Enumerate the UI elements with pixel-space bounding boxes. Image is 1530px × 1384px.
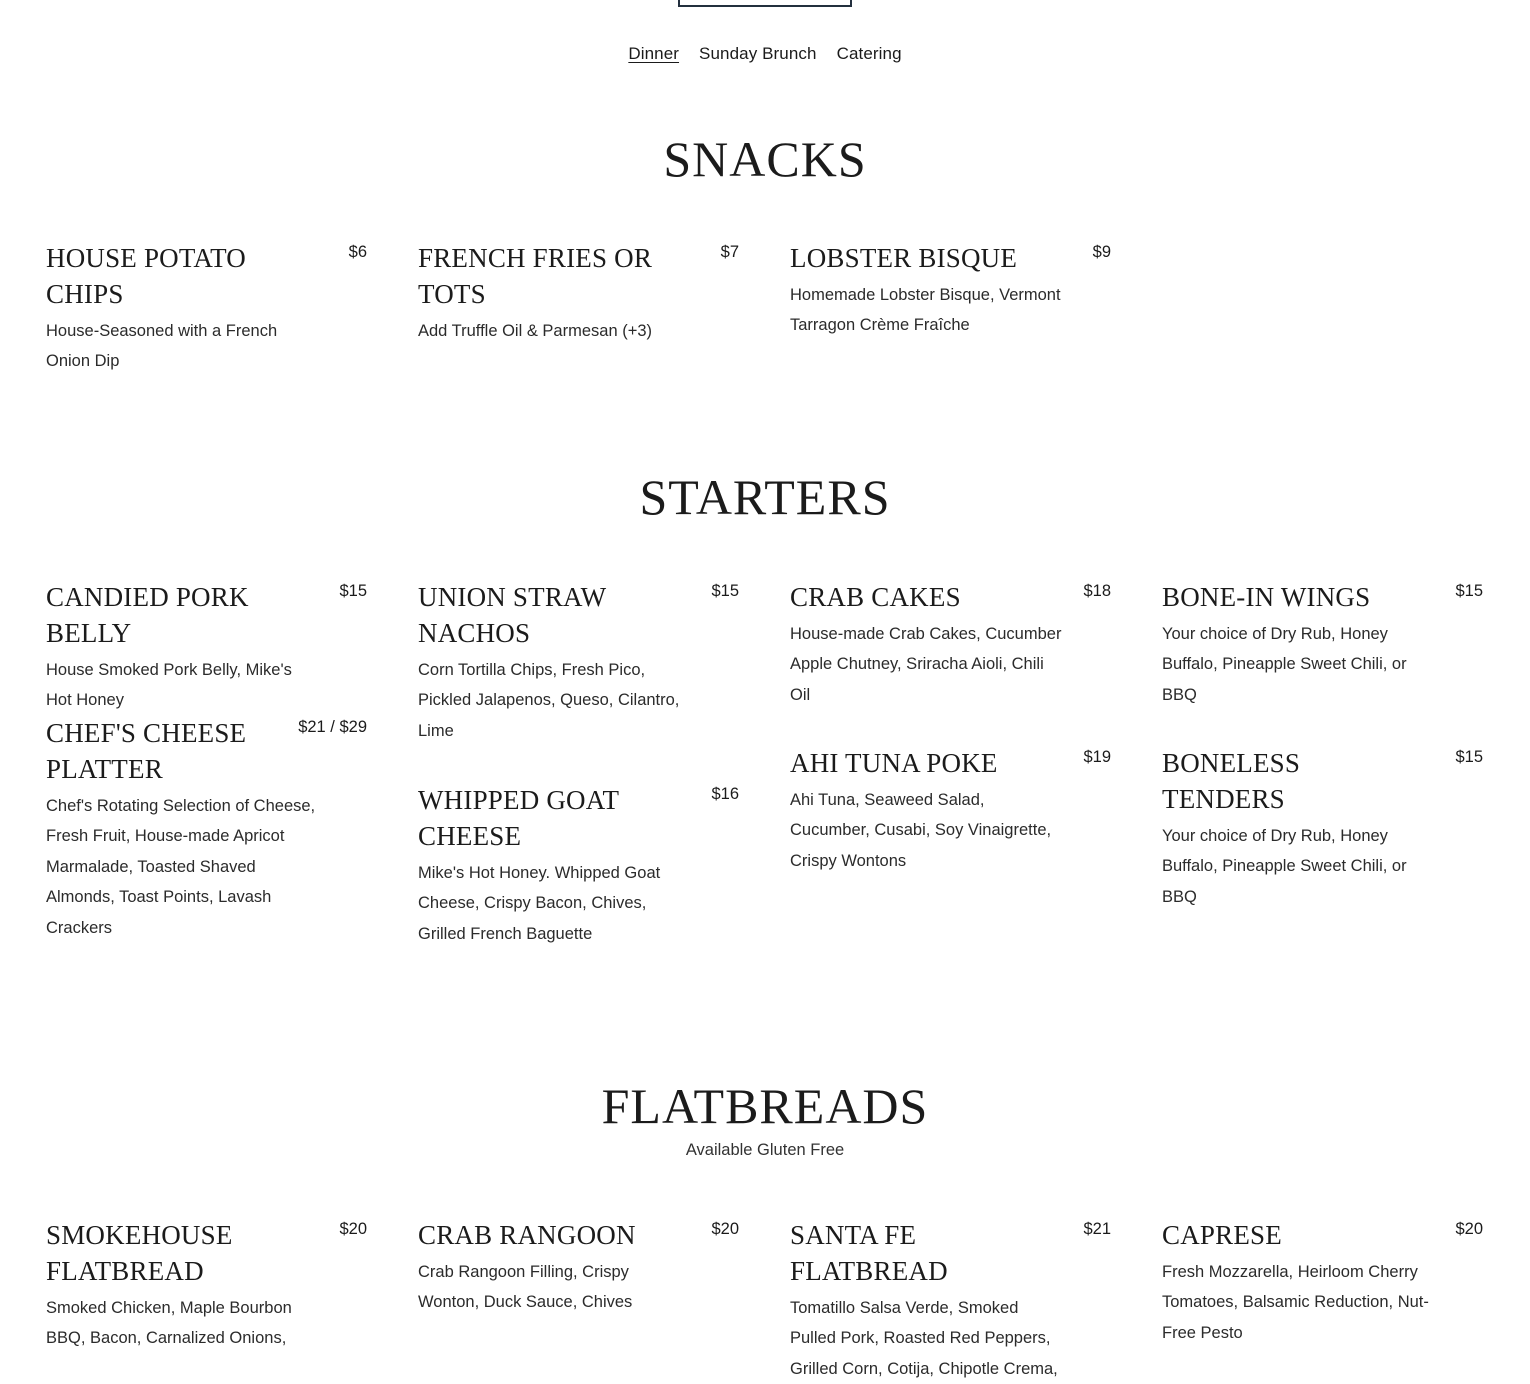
item-description: Ahi Tuna, Seaweed Salad, Cucumber, Cusabi, Soy Vinaigrette, Crispy Wontons [790, 791, 1052, 870]
item-name: FRENCH FRIES OR TOTS [418, 243, 653, 309]
item-description: Mike's Hot Honey. Whipped Goat Cheese, Crispy Bacon, Chives, Grilled French Baguette [418, 864, 661, 943]
menu-item [46, 715, 367, 943]
menu-item [1162, 579, 1483, 710]
item-name: CHEF'S CHEESE PLATTER [46, 718, 247, 784]
tab-catering[interactable]: Catering [836, 44, 902, 63]
item-name: SANTA FE FLATBREAD [790, 1220, 948, 1286]
menu-item [790, 1217, 1111, 1384]
item-description: Homemade Lobster Bisque, Vermont Tarragon Crème Fraîche [790, 286, 1061, 335]
section-subtitle: Available Gluten Free [685, 1141, 845, 1159]
item-description: House-Seasoned with a French Onion Dip [46, 322, 278, 371]
menu-item [418, 240, 739, 346]
item-name: BONELESS TENDERS [1162, 748, 1301, 814]
item-name: CRAB CAKES [790, 582, 961, 612]
item-price: $15 [1455, 582, 1483, 600]
item-price: $7 [720, 243, 739, 261]
item-name: LOBSTER BISQUE [790, 243, 1018, 273]
menu-item [418, 579, 739, 746]
item-price: $16 [711, 785, 739, 803]
item-price: $21 [1083, 1220, 1111, 1238]
menu-item [418, 1217, 739, 1318]
item-description: Tomatillo Salsa Verde, Smoked Pulled Pork, Roasted Red Peppers, Grilled Corn, Cotija, Chipotle Crema, [790, 1299, 1058, 1378]
item-description: Your choice of Dry Rub, Honey Buffalo, Pineapple Sweet Chili, or BBQ [1162, 827, 1407, 906]
item-price: $19 [1083, 748, 1111, 766]
menu-item [790, 579, 1111, 710]
item-name: SMOKEHOUSE FLATBREAD [46, 1220, 233, 1286]
item-name: WHIPPED GOAT CHEESE [418, 785, 619, 851]
item-description: Crab Rangoon Filling, Crispy Wonton, Duck Sauce, Chives [418, 1263, 633, 1312]
menu-item [46, 579, 367, 716]
item-name: CANDIED PORK BELLY [46, 582, 249, 648]
section-title-flatbreads: FLATBREADS [601, 1078, 929, 1134]
item-name: HOUSE POTATO CHIPS [46, 243, 247, 309]
item-name: AHI TUNA POKE [790, 748, 998, 778]
item-name: BONE-IN WINGS [1162, 582, 1371, 612]
item-price: $15 [1455, 748, 1483, 766]
item-price: $20 [711, 1220, 739, 1238]
menu-tabs [0, 44, 1530, 64]
menu-item [1162, 1217, 1483, 1348]
menu-item [1162, 745, 1483, 912]
item-price: $15 [711, 582, 739, 600]
item-description: Corn Tortilla Chips, Fresh Pico, Pickled Jalapenos, Queso, Cilantro, Lime [418, 661, 680, 740]
tab-dinner[interactable]: Dinner [628, 44, 680, 63]
item-description: Chef's Rotating Selection of Cheese, Fresh Fruit, House-made Apricot Marmalade, Toasted Shaved Almonds, Toast Points, Lavash Crackers [46, 797, 316, 937]
menu-item [418, 782, 739, 949]
item-price: $15 [339, 582, 367, 600]
item-description: House Smoked Pork Belly, Mike's Hot Honey [46, 661, 292, 710]
item-name: CAPRESE [1162, 1220, 1282, 1250]
item-price: $9 [1092, 243, 1111, 261]
item-price: $21 / $29 [298, 718, 367, 736]
item-price: $20 [1455, 1220, 1483, 1238]
menu-item [46, 240, 367, 377]
item-description: Smoked Chicken, Maple Bourbon BBQ, Bacon, Carnalized Onions, [46, 1299, 292, 1348]
item-description: Your choice of Dry Rub, Honey Buffalo, Pineapple Sweet Chili, or BBQ [1162, 625, 1407, 704]
item-price: $6 [348, 243, 367, 261]
menu-item [46, 1217, 367, 1354]
item-description: House-made Crab Cakes, Cucumber Apple Chutney, Sriracha Aioli, Chili Oil [790, 625, 1062, 704]
item-name: UNION STRAW NACHOS [418, 582, 606, 648]
item-description: Fresh Mozzarella, Heirloom Cherry Tomatoes, Balsamic Reduction, Nut-Free Pesto [1162, 1263, 1429, 1342]
section-title-snacks: SNACKS [663, 131, 867, 187]
top-logo-frame [678, 0, 852, 7]
item-name: CRAB RANGOON [418, 1220, 636, 1250]
item-price: $18 [1083, 582, 1111, 600]
menu-item [790, 745, 1111, 876]
item-description: Add Truffle Oil & Parmesan (+3) [418, 322, 653, 340]
tab-sunday-brunch[interactable]: Sunday Brunch [699, 44, 817, 63]
section-title-starters: STARTERS [639, 469, 891, 525]
menu-item [790, 240, 1111, 341]
item-price: $20 [339, 1220, 367, 1238]
